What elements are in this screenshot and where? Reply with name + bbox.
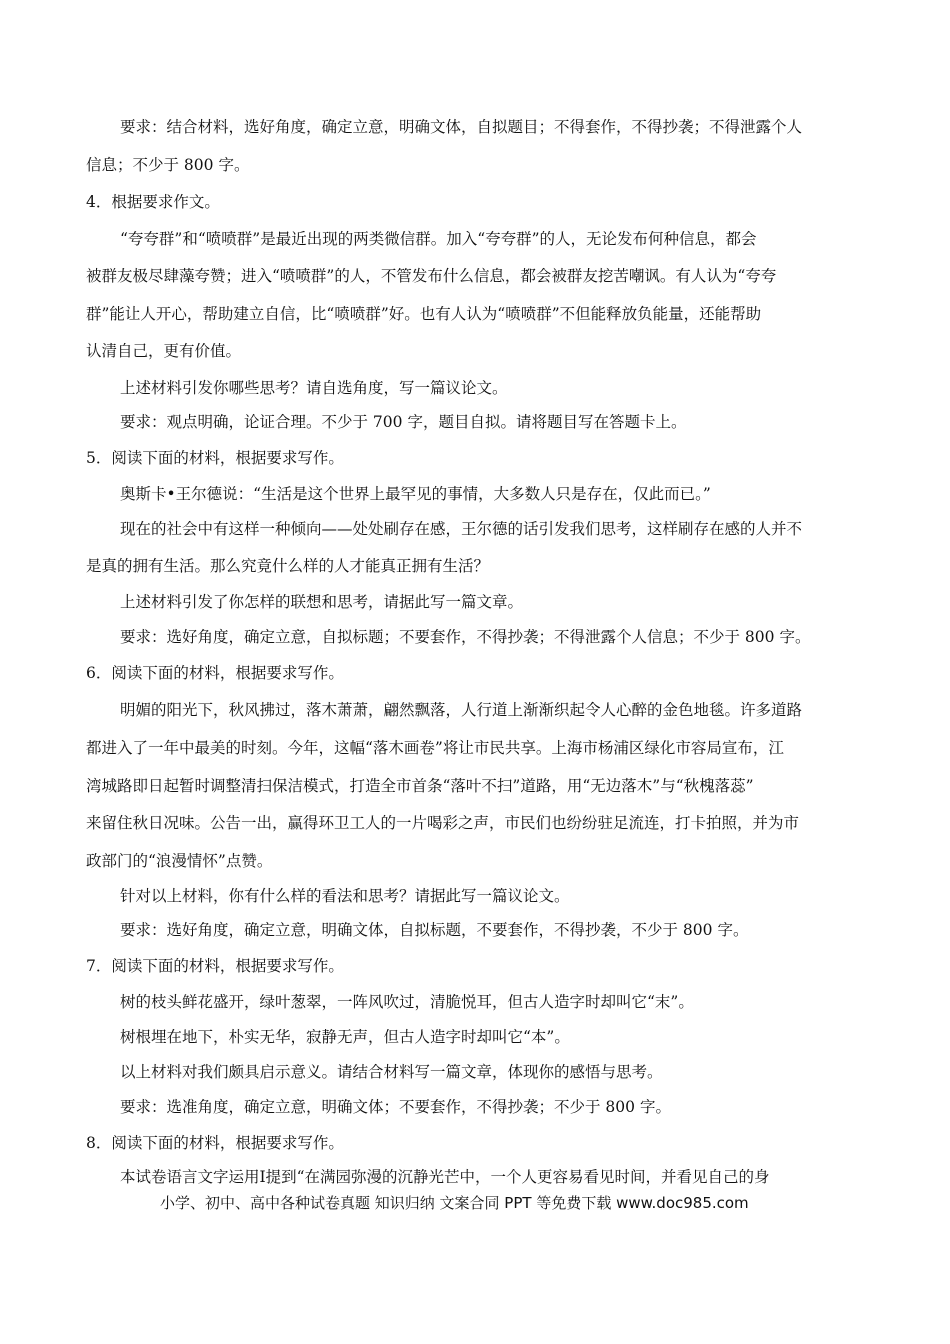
text-line: 明媚的阳光下，秋风拂过，落木萧萧，翩然飘落，人行道上渐渐织起令人心醉的金色地毯。许多道路 — [120, 701, 803, 719]
text-line: 树根埋在地下，朴实无华，寂静无声，但古人造字时却叫它“本”。 — [120, 1028, 570, 1046]
question-heading: 5．阅读下面的材料，根据要求写作。 — [86, 449, 344, 467]
text-line: 湾城路即日起暂时调整清扫保洁模式，打造全市首条“落叶不扫”道路，用“无边落木”与“秋槐落蕊” — [86, 777, 754, 795]
text-line: 要求：观点明确，论证合理。不少于 700 字，题目自拟。请将题目写在答题卡上。 — [120, 413, 687, 431]
text-line: 针对以上材料，你有什么样的看法和思考？请据此写一篇议论文。 — [120, 887, 570, 905]
text-line: 信息；不少于 800 字。 — [86, 156, 250, 174]
question-heading: 7．阅读下面的材料，根据要求写作。 — [86, 957, 344, 975]
text-line: “夸夸群”和“喷喷群”是最近出现的两类微信群。加入“夸夸群”的人，无论发布何种信息，都会 — [120, 230, 757, 248]
text-line: 是真的拥有生活。那么究竟什么样的人才能真正拥有生活？ — [86, 557, 490, 575]
text-line: 要求：结合材料，选好角度，确定立意，明确文体，自拟题目；不得套作，不得抄袭；不得泄露个人 — [120, 118, 803, 136]
text-line: 上述材料引发你哪些思考？请自选角度，写一篇议论文。 — [120, 379, 508, 397]
text-line: 认清自己，更有价值。 — [86, 342, 242, 360]
text-line: 以上材料对我们颇具启示意义。请结合材料写一篇文章，体现你的感悟与思考。 — [120, 1063, 663, 1081]
question-heading: 6．阅读下面的材料，根据要求写作。 — [86, 664, 344, 682]
text-line: 要求：选好角度，确定立意，明确文体，自拟标题，不要套作，不得抄袭，不少于 800 字。 — [120, 921, 749, 939]
page-footer: 小学、初中、高中各种试卷真题 知识归纳 文案合同 PPT 等免费下载 www.doc985.com — [160, 1194, 749, 1212]
text-line: 本试卷语言文字运用Ⅰ提到“在满园弥漫的沉静光芒中，一个人更容易看见时间，并看见自己的身 — [120, 1168, 770, 1186]
text-line: 要求：选准角度，确定立意，明确文体；不要套作，不得抄袭；不少于 800 字。 — [120, 1098, 671, 1116]
text-line: 奥斯卡•王尔德说：“生活是这个世界上最罕见的事情，大多数人只是存在，仅此而已。” — [120, 485, 711, 503]
text-line: 现在的社会中有这样一种倾向——处处刷存在感，王尔德的话引发我们思考，这样刷存在感的人并不 — [120, 520, 803, 538]
text-line: 要求：选好角度，确定立意，自拟标题；不要套作，不得抄袭；不得泄露个人信息；不少于 800 字。 — [120, 628, 811, 646]
text-line: 政部门的“浪漫情怀”点赞。 — [86, 852, 273, 870]
text-line: 上述材料引发了你怎样的联想和思考，请据此写一篇文章。 — [120, 593, 524, 611]
text-line: 来留住秋日况味。公告一出，赢得环卫工人的一片喝彩之声，市民们也纷纷驻足流连，打卡拍照，并为市 — [86, 814, 800, 832]
text-line: 被群友极尽肆藻夸赞；进入“喷喷群”的人，不管发布什么信息，都会被群友挖苦嘲讽。有人认为“夸夸 — [86, 267, 777, 285]
text-line: 都进入了一年中最美的时刻。今年，这幅“落木画卷”将让市民共享。上海市杨浦区绿化市容局宣布，江 — [86, 739, 784, 757]
question-heading: 8．阅读下面的材料，根据要求写作。 — [86, 1134, 344, 1152]
text-line: 树的枝头鲜花盛开，绿叶葱翠，一阵风吹过，清脆悦耳，但古人造字时却叫它“末”。 — [120, 993, 694, 1011]
question-heading: 4．根据要求作文。 — [86, 193, 220, 211]
text-line: 群”能让人开心，帮助建立自信，比“喷喷群”好。也有人认为“喷喷群”不但能释放负能量，还能帮助 — [86, 305, 762, 323]
